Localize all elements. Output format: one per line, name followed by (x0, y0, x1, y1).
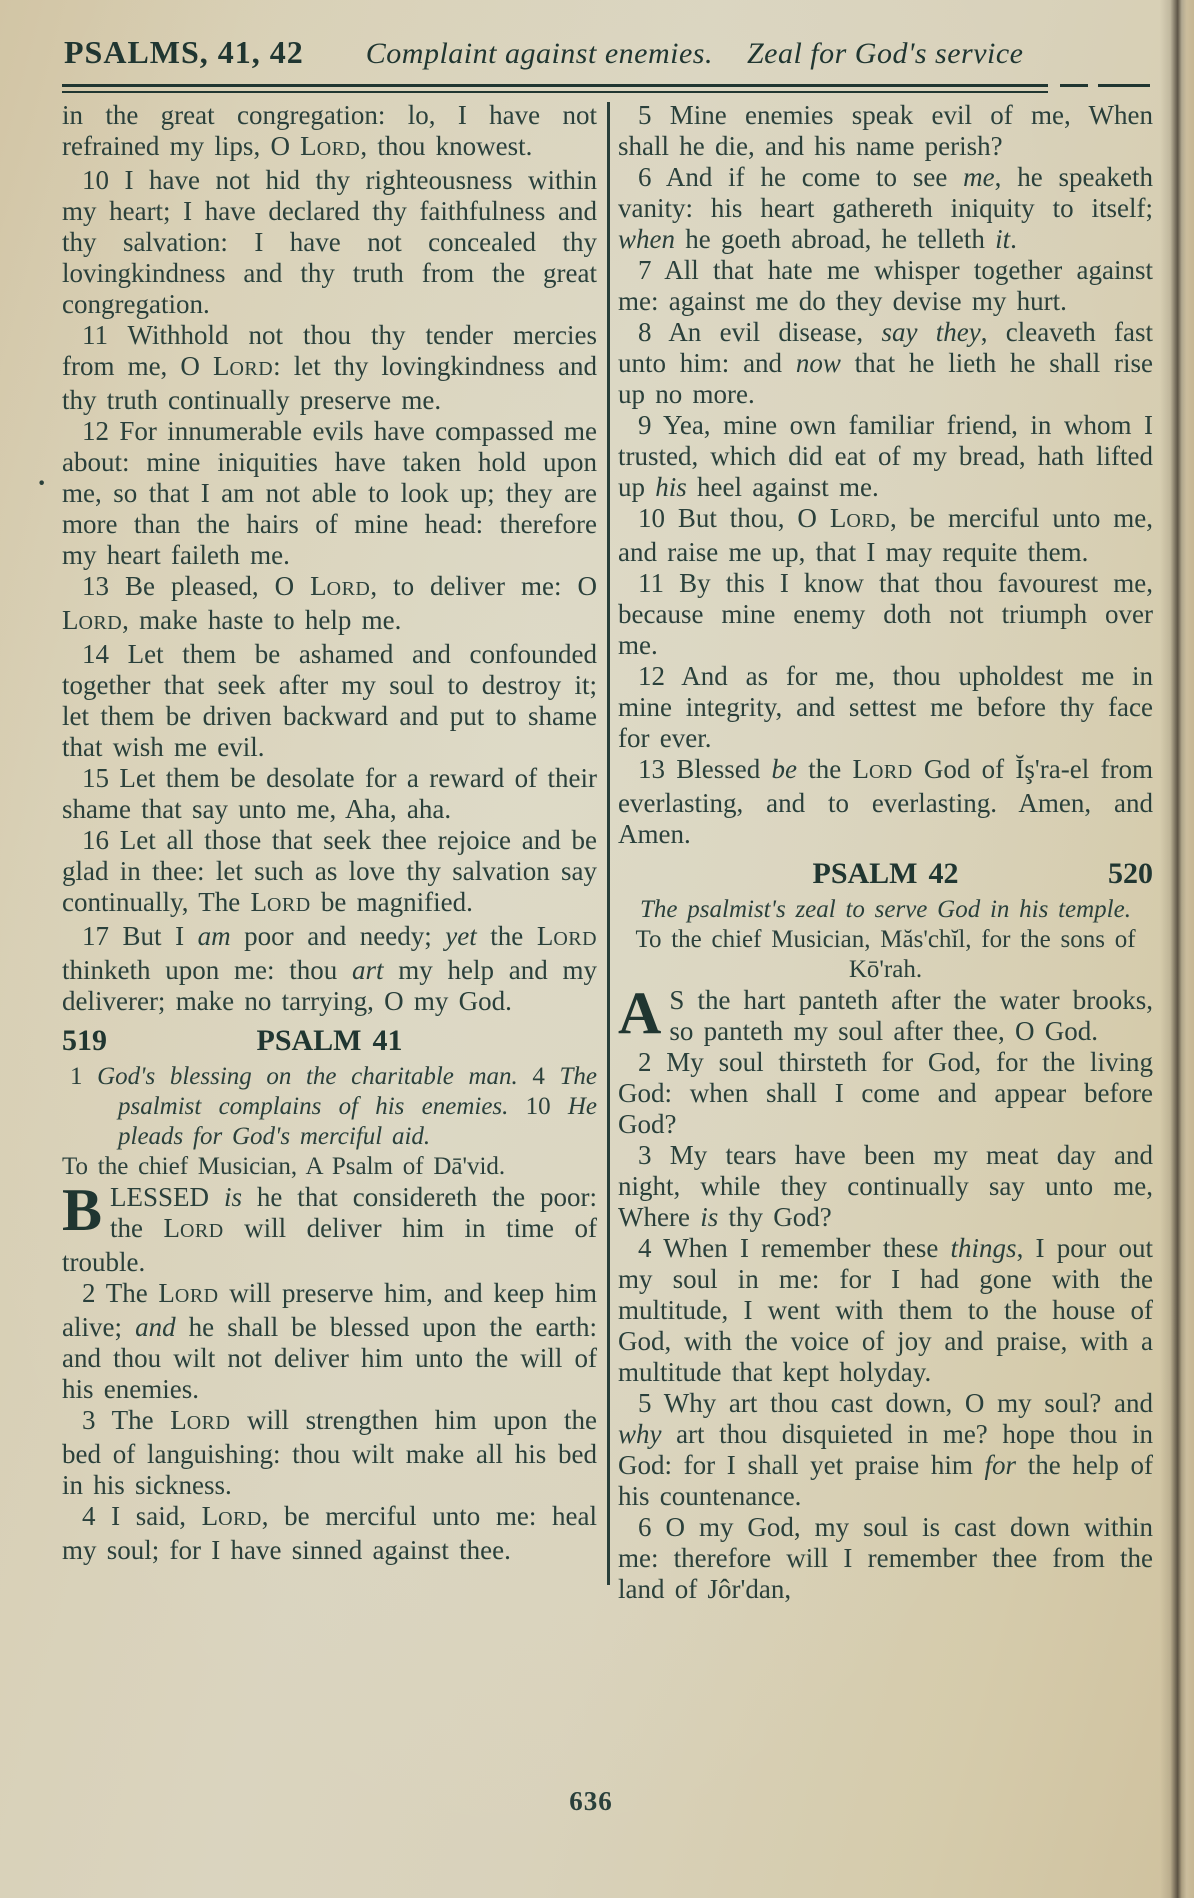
verse-paragraph: 13 Blessed be the LORD God of Ĭş'ra-el from everlasting, and to everlasting. Amen, and Amen. (618, 754, 1153, 849)
verse-paragraph: 7 All that hate me whisper together against me: against me do they devise my hurt. (618, 255, 1153, 316)
psalm-41-title: PSALM 41 (256, 1024, 403, 1057)
verse-paragraph: 5 Why art thou cast down, O my soul? and why art thou disquieted in me? hope thou in God: for I shall yet praise him for the help of his countenance. (618, 1388, 1153, 1511)
verse-paragraph: 15 Let them be desolate for a reward of their shame that say unto me, Aha, aha. (62, 763, 597, 824)
verse-paragraph: 2 My soul thirsteth for God, for the living God: when shall I come and appear before God? (618, 1047, 1153, 1139)
verse-paragraph: 6 And if he come to see me, he speaketh vanity: his heart gathereth iniquity to itself; when he goeth abroad, he telleth it. (618, 162, 1153, 254)
verse-paragraph (62, 1177, 598, 1278)
psalm-41-side-number: 519 (62, 1024, 107, 1057)
header-rule-dash (1060, 84, 1088, 87)
verse-paragraph: 3 My tears have been my meat day and night, while they continually say unto me, Where is thy God? (618, 1140, 1153, 1232)
verse-text: LESSED is he that considereth the poor: the LORD will deliver him in time of trouble. (62, 1182, 598, 1277)
verse-paragraph: 2 The LORD will preserve him, and keep him alive; and he shall be blessed upon the earth: and thou wilt not deliver him unto the will of his enemies. (62, 1278, 597, 1404)
margin-printing-mark: · (37, 468, 47, 499)
psalm-42-title: PSALM 42 (812, 857, 959, 890)
header-rule (62, 84, 1048, 93)
left-column (62, 100, 597, 1605)
running-head-right: Zeal for God's service (746, 37, 1024, 70)
verse-paragraph: 10 I have not hid thy righteousness within my heart; I have declared thy faithfulness and thy salvation: I have not concealed thy lovingkindness and thy truth from the great congregation. (62, 165, 597, 319)
running-header (64, 34, 1124, 71)
header-rule-dash (1098, 84, 1150, 87)
psalm-41-summary: 1 God's blessing on the charitable man. 4 The psalmist complains of his enemies. 10 He pleads for God's merciful aid. (70, 1063, 598, 1150)
verse-paragraph: 4 I said, LORD, be merciful unto me: heal my soul; for I have sinned against thee. (62, 1501, 597, 1565)
verse-text: S the hart panteth after the water brooks, so panteth my soul after thee, O God. (669, 985, 1153, 1046)
psalm-42-side-number: 520 (1108, 857, 1153, 890)
verse-paragraph: 8 An evil disease, say they, cleaveth fast unto him: and now that he lieth he shall rise up no more. (618, 317, 1154, 409)
verse-paragraph: in the great congregation: lo, I have not refrained my lips, O LORD, thou knowest. (62, 100, 597, 161)
drop-cap-initial: B (62, 1177, 103, 1243)
verse-paragraph: 13 Be pleased, O LORD, to deliver me: O LORD, make haste to help me. (62, 571, 597, 635)
verse-paragraph: 4 When I remember these things, I pour out my soul in me: for I had gone with the multitude, I went with them to the house of God, with the voice of joy and praise, with a multitude that kept holyday. (618, 1233, 1153, 1387)
book-page-edge (1160, 0, 1194, 1898)
right-column (618, 100, 1153, 1605)
psalm-42-inscription: To the chief Musician, Măs'chĭl, for the sons of Kō'rah. (635, 926, 1136, 983)
column-divider-rule (607, 102, 610, 1585)
verse-paragraph (618, 980, 1153, 1047)
text-columns (62, 100, 1154, 1605)
drop-cap-initial: A (618, 980, 662, 1046)
verse-paragraph: 12 And as for me, thou upholdest me in mine integrity, and settest me before thy face for ever. (618, 661, 1153, 753)
verse-paragraph: 9 Yea, mine own familiar friend, in whom I trusted, which did eat of my bread, hath lifted up his heel against me. (618, 410, 1153, 502)
verse-paragraph: 10 But thou, O LORD, be merciful unto me, and raise me up, that I may requite them. (618, 503, 1153, 567)
verse-paragraph: 14 Let them be ashamed and confounded together that seek after my soul to destroy it; let them be driven backward and put to shame that wish me evil. (62, 639, 597, 762)
page-number: 636 (569, 1786, 613, 1816)
verse-paragraph: 11 Withhold not thou thy tender mercies from me, O LORD: let thy lovingkindness and thy truth continually preserve me. (62, 320, 597, 415)
verse-paragraph: 17 But I am poor and needy; yet the LORD thinketh upon me: thou art my help and my deliverer; make no tarrying, O my God. (62, 921, 597, 1016)
psalm-41-inscription: To the chief Musician, A Psalm of Dā'vid. (62, 1153, 506, 1180)
psalm-41-heading (62, 1022, 597, 1060)
verse-paragraph: 12 For innumerable evils have compassed me about: mine iniquities have taken hold upon me, so that I am not able to look up; they are more than the hairs of mine head: therefore my heart faileth me. (62, 416, 597, 570)
psalm-42-summary: The psalmist's zeal to serve God in his temple. (640, 896, 1131, 923)
verse-paragraph: 16 Let all those that seek thee rejoice and be glad in thee: let such as love thy salvation say continually, The LORD be magnified. (62, 825, 597, 917)
running-head-left: Complaint against enemies. (365, 37, 713, 70)
page-title: PSALMS, 41, 42 (64, 34, 304, 70)
verse-paragraph: 11 By this I know that thou favourest me, because mine enemy doth not triumph over me. (618, 568, 1153, 660)
psalm-42-heading (618, 855, 1153, 893)
verse-paragraph: 6 O my God, my soul is cast down within me: therefore will I remember thee from the land of Jôr'dan, (618, 1512, 1153, 1604)
verse-paragraph: 5 Mine enemies speak evil of me, When shall he die, and his name perish? (618, 100, 1153, 161)
verse-paragraph: 3 The LORD will strengthen him upon the bed of languishing: thou wilt make all his bed in his sickness. (62, 1405, 597, 1500)
